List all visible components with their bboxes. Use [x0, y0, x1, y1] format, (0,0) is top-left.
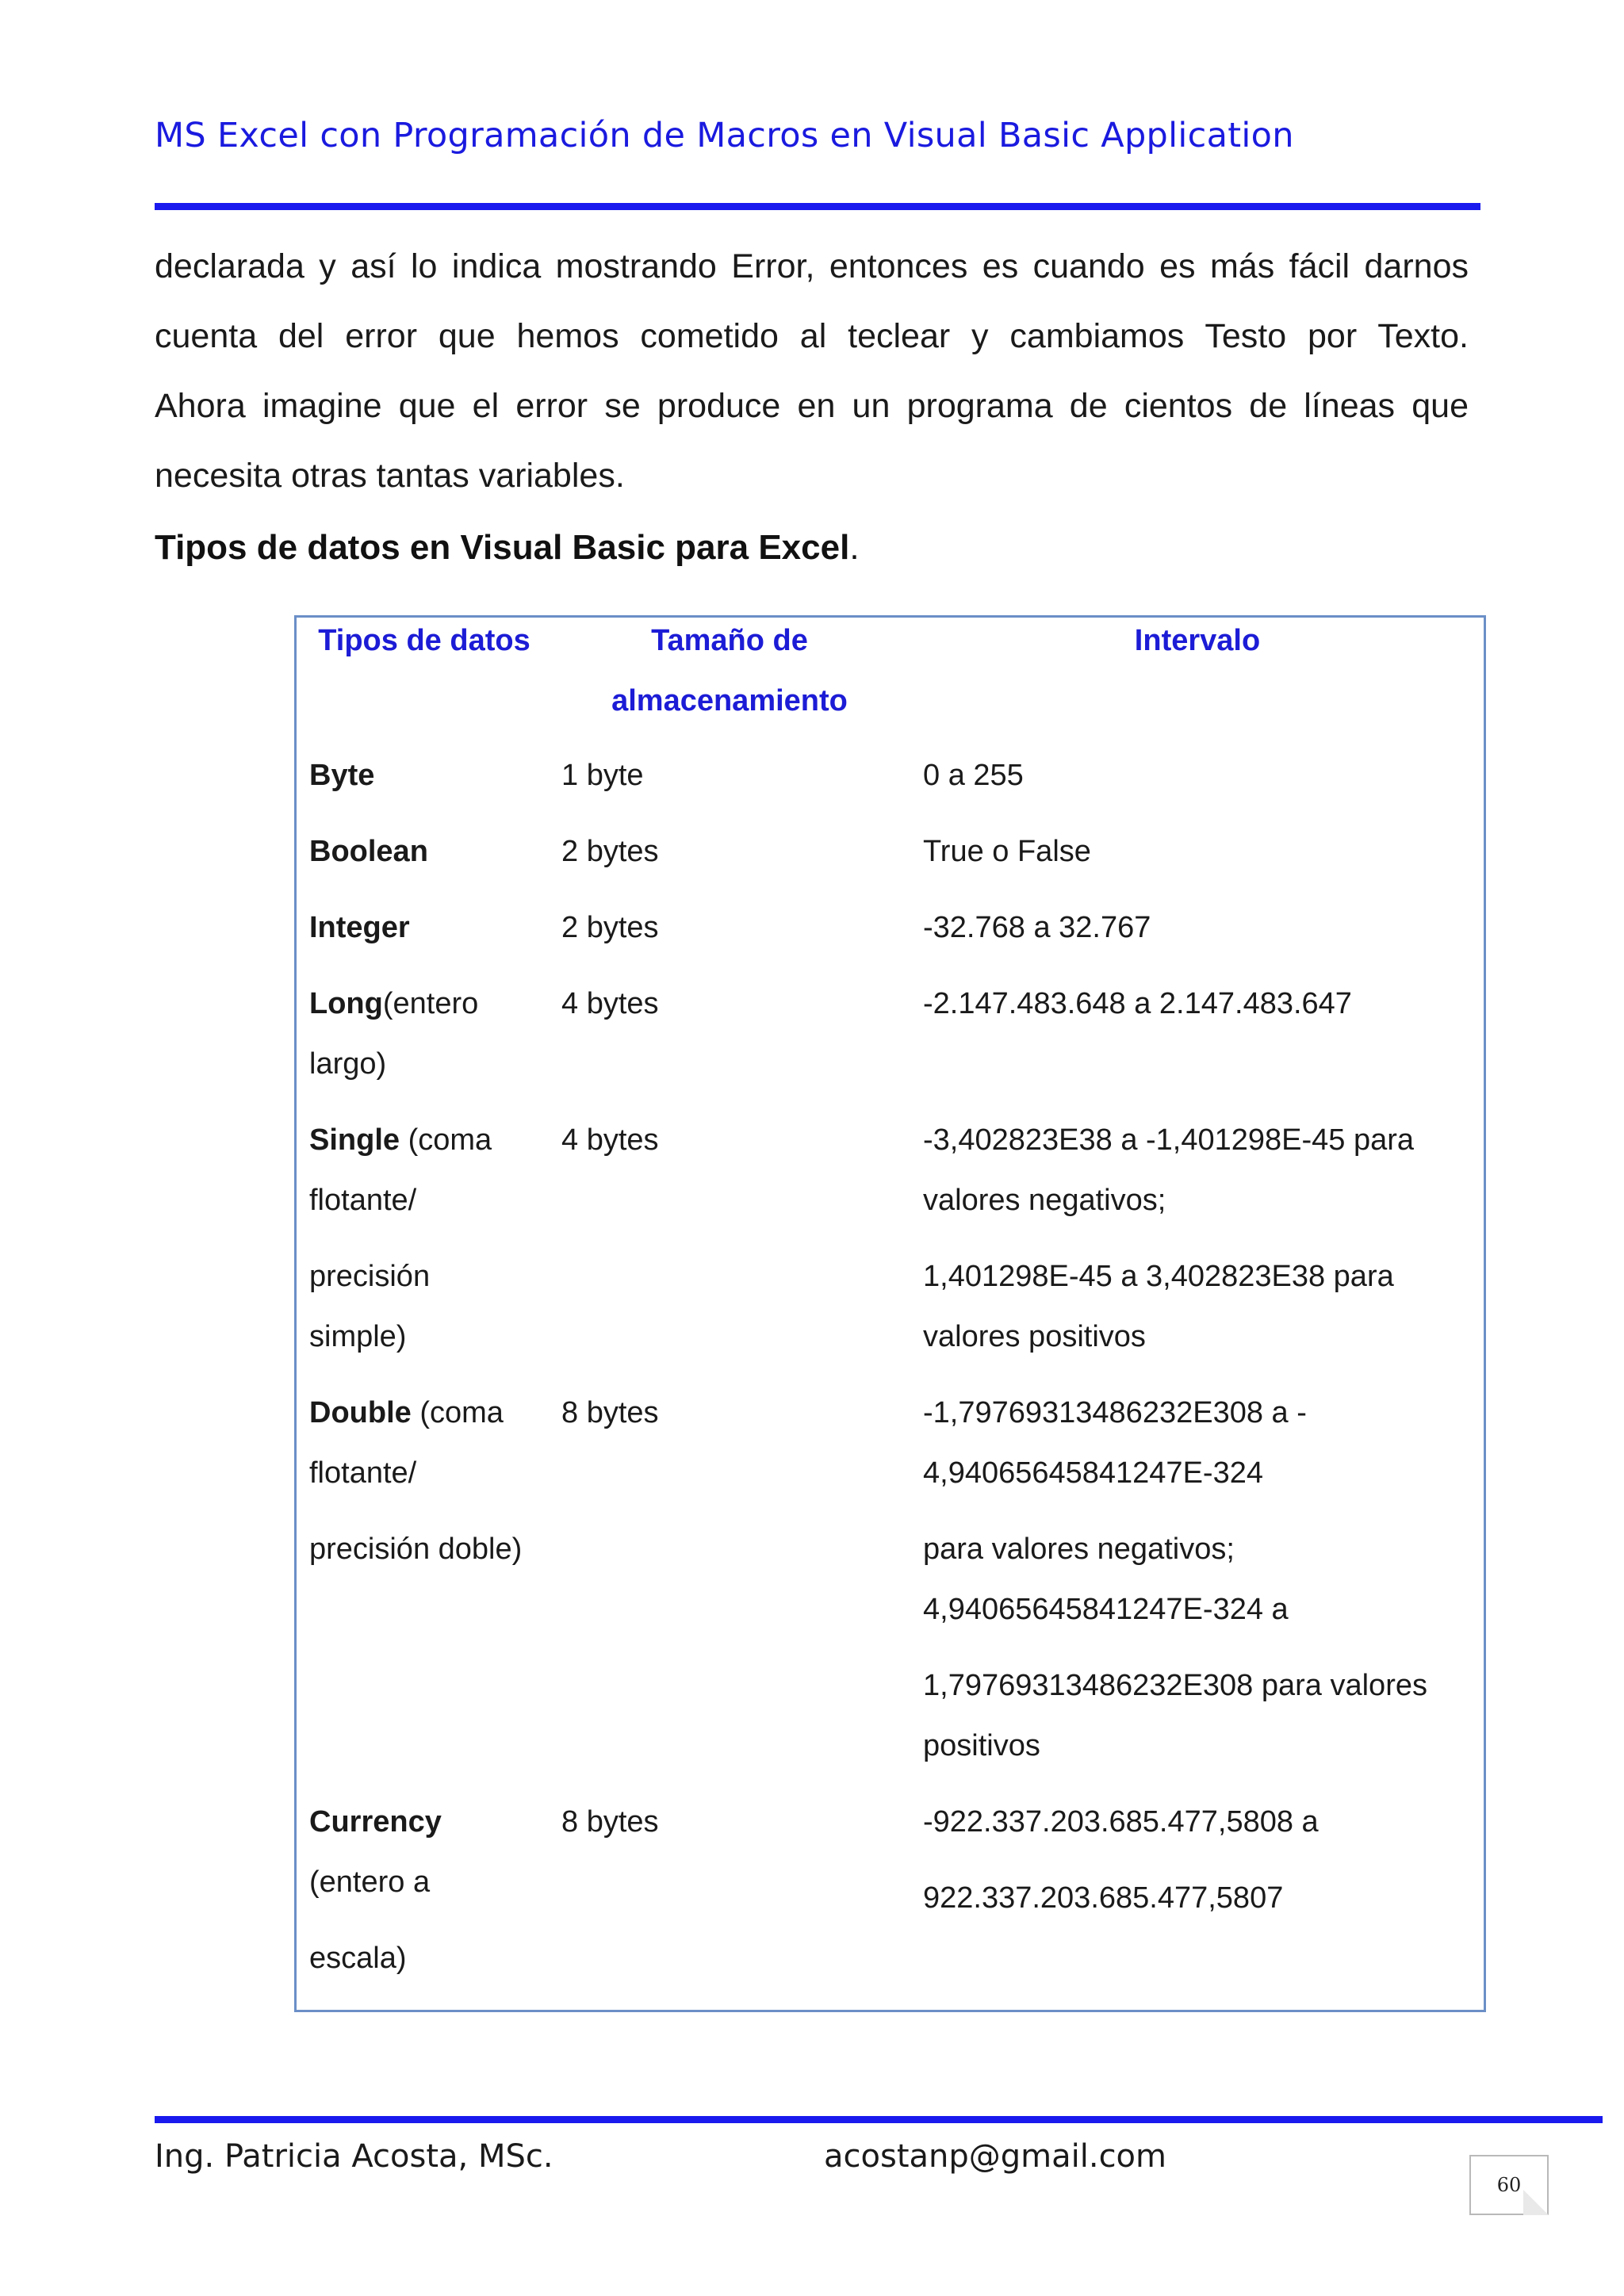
row-double-range-line2: 4,94065645841247E-324 [923, 1456, 1263, 1490]
row-integer-type: Integer [309, 911, 410, 944]
row-currency-type-line2: (entero a [309, 1866, 431, 1899]
row-byte-size: 1 byte [561, 759, 644, 792]
row-double-range-line1: -1,79769313486232E308 a - [923, 1396, 1307, 1429]
row-double-type [309, 1383, 555, 1443]
paragraph-line: cuenta del error que hemos cometido al teclear y cambiamos Testo por Texto. [155, 317, 1469, 355]
paragraph-line: Ahora imagine que el error se produce en un programa de cientos de líneas que [155, 387, 1469, 425]
row-double-type-line3: precisión doble) [309, 1533, 523, 1566]
body-paragraph [155, 232, 1469, 511]
row-currency-range-line1: -922.337.203.685.477,5808 a [923, 1805, 1319, 1839]
row-long-type [309, 974, 555, 1034]
running-header-title: MS Excel con Programación de Macros en Visual Basic Application [155, 116, 1294, 155]
page-fold-corner [1523, 2190, 1549, 2215]
row-double-range-line4: 4,94065645841247E-324 a [923, 1593, 1289, 1626]
table-header-types: Tipos de datos [318, 624, 530, 657]
row-currency-range-line2: 922.337.203.685.477,5807 [923, 1881, 1284, 1915]
table-header-size-line2: almacenamiento [611, 684, 848, 718]
header-rule [155, 203, 1480, 210]
row-double-range-line3: para valores negativos; [923, 1533, 1235, 1566]
section-heading-text: Tipos de datos en Visual Basic para Excel [155, 528, 850, 567]
page-number-box [1469, 2155, 1549, 2215]
row-double-type-line2: flotante/ [309, 1456, 417, 1490]
row-double-range-line6: positivos [923, 1729, 1040, 1762]
paragraph-line: declarada y así lo indica mostrando Error, entonces es cuando es más fácil darnos [155, 247, 1469, 285]
row-integer-size: 2 bytes [561, 911, 659, 944]
footer-author: Ing. Patricia Acosta, MSc. [155, 2138, 553, 2175]
footer-rule [155, 2116, 1603, 2123]
row-long-type-name: Long [309, 987, 383, 1020]
table-header-range: Intervalo [1134, 624, 1261, 657]
page-number: 60 [1496, 2174, 1522, 2196]
row-currency-type: Currency [309, 1805, 442, 1839]
row-single-type-line4: simple) [309, 1320, 407, 1353]
row-integer-range: -32.768 a 32.767 [923, 911, 1151, 944]
row-single-type-rest: (coma [400, 1123, 492, 1157]
row-currency-type-line3: escala) [309, 1942, 407, 1975]
row-byte-range: 0 a 255 [923, 759, 1024, 792]
row-boolean-size: 2 bytes [561, 835, 659, 868]
row-single-size: 4 bytes [561, 1123, 659, 1157]
row-single-type-line2: flotante/ [309, 1184, 417, 1217]
paragraph-line: necesita otras tantas variables. [155, 457, 625, 495]
row-double-type-rest: (coma [411, 1396, 504, 1429]
table-header-size-line1: Tamaño de [651, 624, 808, 657]
row-boolean-type: Boolean [309, 835, 428, 868]
row-single-range-line1: -3,402823E38 a -1,401298E-45 para [923, 1123, 1415, 1157]
row-currency-size: 8 bytes [561, 1805, 659, 1839]
row-byte-type: Byte [309, 759, 375, 792]
row-single-range-line3: 1,401298E-45 a 3,402823E38 para [923, 1260, 1394, 1293]
row-long-type-rest: (entero [382, 987, 479, 1020]
footer-email: acostanp@gmail.com [824, 2138, 1166, 2175]
row-double-range-line5: 1,79769313486232E308 para valores [923, 1669, 1427, 1702]
row-double-type-name: Double [309, 1396, 412, 1429]
row-long-type-line2: largo) [309, 1047, 387, 1081]
row-boolean-range: True o False [923, 835, 1091, 868]
section-heading [155, 528, 860, 568]
row-long-size: 4 bytes [561, 987, 659, 1020]
row-single-range-line4: valores positivos [923, 1320, 1146, 1353]
row-double-size: 8 bytes [561, 1396, 659, 1429]
row-single-type-name: Single [309, 1123, 400, 1157]
row-long-range: -2.147.483.648 a 2.147.483.647 [923, 987, 1352, 1020]
row-single-type-line3: precisión [309, 1260, 431, 1293]
section-heading-period: . [849, 528, 860, 567]
row-single-type [309, 1110, 555, 1170]
row-single-range-line2: valores negativos; [923, 1184, 1166, 1217]
